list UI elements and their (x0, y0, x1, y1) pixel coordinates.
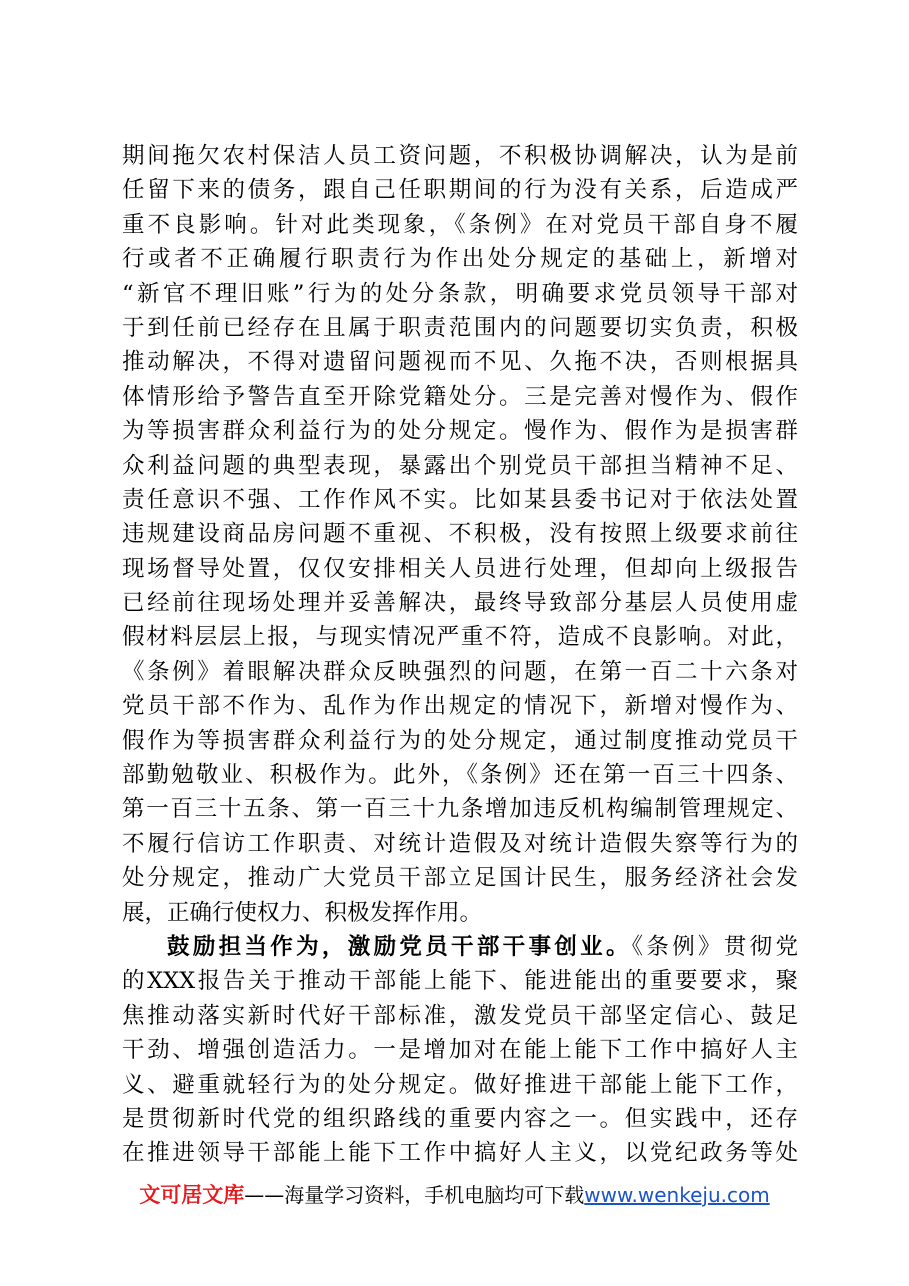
text-line: 违规建设商品房问题不重视、不积极，没有按照上级要求前往 (122, 521, 798, 548)
text-line: 焦推动落实新时代好干部标准，激发党员干部坚定信心、鼓足 (122, 1002, 798, 1029)
text-line: 任留下来的债务，跟自己任职期间的行为没有关系，后造成严 (122, 177, 798, 204)
document-body (122, 139, 798, 1171)
text-line: 第一百三十五条、第一百三十九条增加违反机构编制管理规定、 (122, 796, 798, 823)
footer-banner (0, 1181, 909, 1209)
text-line: 于到任前已经存在且属于职责范围内的问题要切实负责，积极 (122, 314, 798, 341)
text-line: 假材料层层上报，与现实情况严重不符，造成不良影响。对此， (122, 624, 798, 651)
footer-tagline: ——海量学习资料，手机电脑均可下载 (244, 1183, 585, 1207)
paragraph-heading: 鼓励担当作为，激励党员干部干事创业。 (167, 933, 632, 960)
footer-link[interactable]: www.wenkeju.com (584, 1183, 770, 1207)
text-line: 推动解决，不得对遗留问题视而不见、久拖不决，否则根据具 (122, 349, 798, 376)
text-line: 现场督导处置，仅仅安排相关人员进行处理，但却向上级报告 (122, 555, 798, 582)
text-line: 不履行信访工作职责、对统计造假及对统计造假失察等行为的 (122, 830, 798, 857)
text-line: 体情形给予警告直至开除党籍处分。三是完善对慢作为、假作 (122, 383, 798, 410)
text-line: 义、避重就轻行为的处分规定。做好推进干部能上能下工作， (122, 1071, 798, 1098)
text-line: 党员干部不作为、乱作为作出规定的情况下，新增对慢作为、 (122, 693, 798, 720)
text-line: 行或者不正确履行职责行为作出处分规定的基础上，新增对 (122, 246, 798, 273)
text-line: 《条例》着眼解决群众反映强烈的问题，在第一百二十六条对 (122, 658, 798, 685)
text-line: 责任意识不强、工作作风不实。比如某县委书记对于依法处置 (122, 486, 798, 513)
text-line: 的XXX报告关于推动干部能上能下、能进能出的重要要求，聚 (122, 968, 798, 995)
text-line: 已经前往现场处理并妥善解决，最终导致部分基层人员使用虚 (122, 590, 798, 617)
text-line: 处分规定，推动广大党员干部立足国计民生，服务经济社会发 (122, 865, 798, 892)
text-line: 干劲、增强创造活力。一是增加对在能上能下工作中搞好人主 (122, 1037, 798, 1064)
text-line: 重不良影响。针对此类现象，《条例》在对党员干部自身不履 (122, 211, 798, 238)
text-line: 展，正确行使权力、积极发挥作用。 (122, 899, 483, 926)
text-line: 在推进领导干部能上能下工作中搞好人主义，以党纪政务等处 (122, 1140, 798, 1167)
text-line: 假作为等损害群众利益行为的处分规定，通过制度推动党员干 (122, 727, 798, 754)
text-span: 《条例》贯彻党 (631, 933, 798, 960)
text-line: “新官不理旧账”行为的处分条款，明确要求党员领导干部对 (122, 280, 798, 307)
text-line: 是贯彻新时代党的组织路线的重要内容之一。但实践中，还存 (122, 1105, 798, 1132)
paragraph-lead-line (122, 930, 798, 964)
text-line: 部勤勉敬业、积极作为。此外，《条例》还在第一百三十四条、 (122, 762, 798, 789)
text-line: 众利益问题的典型表现，暴露出个别党员干部担当精神不足、 (122, 452, 798, 479)
footer-brand: 文可居文库 (139, 1183, 245, 1207)
text-line: 为等损害群众利益行为的处分规定。慢作为、假作为是损害群 (122, 418, 798, 445)
text-line: 期间拖欠农村保洁人员工资问题，不积极协调解决，认为是前 (122, 143, 798, 169)
